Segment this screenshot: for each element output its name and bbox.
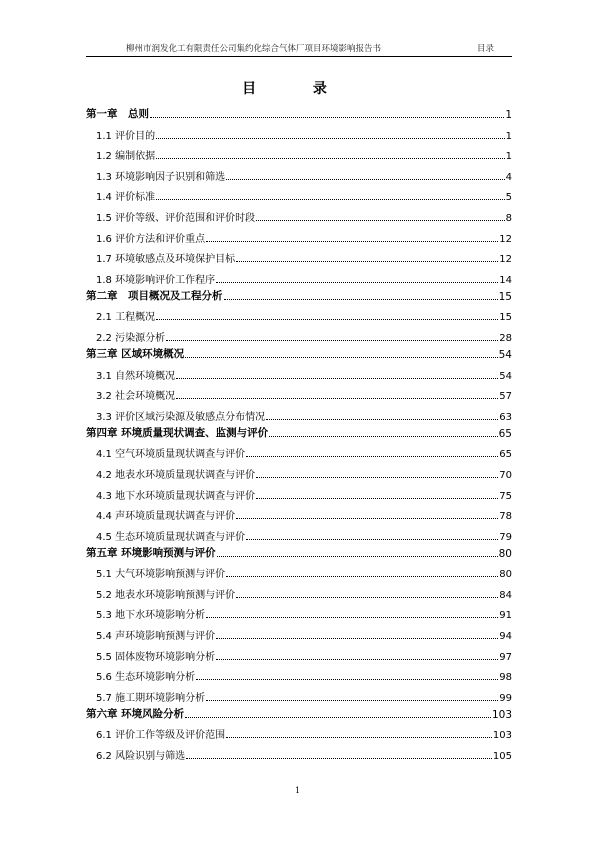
toc-entry-page: 105 xyxy=(492,751,512,763)
toc-entry-page: 15 xyxy=(499,312,512,324)
toc-leader-dots xyxy=(176,378,498,379)
toc-entry-label: 3.3 评价区域污染源及敏感点分布情况 xyxy=(96,411,266,423)
toc-leader-dots xyxy=(156,138,505,139)
toc-entry-page: 97 xyxy=(499,651,512,663)
toc-leader-dots xyxy=(216,638,498,639)
toc-section-entry[interactable] xyxy=(86,621,512,642)
toc-section-entry[interactable] xyxy=(86,683,512,704)
toc-entry-label: 2.2 污染源分析 xyxy=(96,332,166,344)
toc-section-entry[interactable] xyxy=(86,382,512,403)
toc-entry-page: 65 xyxy=(499,449,512,461)
toc-entry-label: 4.1 空气环境质量现状调查与评价 xyxy=(96,449,246,461)
toc-chapter-entry[interactable] xyxy=(86,344,512,361)
toc-leader-dots xyxy=(156,199,505,200)
toc-leader-dots xyxy=(206,700,498,701)
table-of-contents xyxy=(86,104,512,762)
toc-entry-page: 75 xyxy=(499,490,512,502)
toc-entry-label: 3.1 自然环境概况 xyxy=(96,370,176,382)
toc-leader-dots xyxy=(196,679,498,680)
toc-leader-dots xyxy=(236,597,498,598)
toc-leader-dots xyxy=(166,340,498,341)
toc-entry-page: 63 xyxy=(499,411,512,423)
toc-entry-page: 5 xyxy=(505,192,512,204)
toc-section-entry[interactable] xyxy=(86,502,512,523)
toc-entry-page: 1 xyxy=(505,130,512,142)
toc-entry-page: 94 xyxy=(499,631,512,643)
toc-leader-dots xyxy=(217,556,498,557)
toc-entry-page: 103 xyxy=(492,730,512,742)
toc-entry-label: 5.7 施工期环境影响分析 xyxy=(96,692,206,704)
toc-entry-label: 第二章 项目概况及工程分析 xyxy=(86,289,223,302)
toc-section-entry[interactable] xyxy=(86,402,512,423)
toc-entry-page: 80 xyxy=(498,547,512,560)
toc-leader-dots xyxy=(226,179,505,180)
toc-leader-dots xyxy=(176,398,498,399)
toc-entry-page: 99 xyxy=(499,692,512,704)
toc-entry-page: 15 xyxy=(498,290,512,303)
toc-section-entry[interactable] xyxy=(86,721,512,742)
toc-chapter-entry[interactable] xyxy=(86,104,512,121)
toc-entry-label: 5.2 地表水环境影响预测与评价 xyxy=(96,589,236,601)
toc-leader-dots xyxy=(266,419,498,420)
toc-leader-dots xyxy=(156,158,505,159)
toc-leader-dots xyxy=(256,220,505,221)
toc-leader-dots xyxy=(216,282,498,283)
toc-chapter-entry[interactable] xyxy=(86,543,512,560)
page-header xyxy=(86,40,512,57)
toc-leader-dots xyxy=(256,477,498,478)
toc-section-entry[interactable] xyxy=(86,440,512,461)
toc-entry-label: 第一章 总则 xyxy=(86,108,149,120)
toc-entry-page: 78 xyxy=(499,511,512,523)
header-section: 目录 xyxy=(476,44,494,54)
toc-chapter-entry[interactable] xyxy=(86,423,512,440)
toc-entry-page: 28 xyxy=(499,332,512,344)
toc-leader-dots xyxy=(156,319,498,320)
toc-entry-label: 4.3 地下水环境质量现状调查与评价 xyxy=(96,490,256,502)
toc-section-entry[interactable] xyxy=(86,303,512,324)
toc-entry-label: 第四章 环境质量现状调查、监测与评价 xyxy=(86,426,269,439)
toc-leader-dots xyxy=(224,299,498,300)
toc-leader-dots xyxy=(256,498,498,499)
toc-entry-label: 2.1 工程概况 xyxy=(96,312,156,324)
toc-entry-label: 第六章 环境风险分析 xyxy=(86,707,185,720)
toc-entry-label: 1.8 环境影响评价工作程序 xyxy=(96,274,216,286)
toc-entry-label: 6.1 评价工作等级及评价范围 xyxy=(96,730,226,742)
toc-entry-label: 5.1 大气环境影响预测与评价 xyxy=(96,569,226,581)
toc-entry-label: 4.5 生态环境质量现状调查与评价 xyxy=(96,531,246,543)
toc-entry-label: 5.4 声环境影响预测与评价 xyxy=(96,631,216,643)
toc-leader-dots xyxy=(216,659,498,660)
toc-section-entry[interactable] xyxy=(86,265,512,286)
toc-chapter-entry[interactable] xyxy=(86,704,512,721)
toc-entry-page: 84 xyxy=(499,589,512,601)
toc-entry-page: 14 xyxy=(499,274,512,286)
toc-entry-page: 70 xyxy=(499,469,512,481)
toc-section-entry[interactable] xyxy=(86,580,512,601)
page-number: 1 xyxy=(294,786,301,795)
toc-entry-label: 5.6 生态环境影响分析 xyxy=(96,672,196,684)
toc-section-entry[interactable] xyxy=(86,203,512,224)
toc-entry-label: 1.5 评价等级、评价范围和评价时段 xyxy=(96,212,256,224)
toc-leader-dots xyxy=(246,456,498,457)
toc-entry-label: 6.2 风险识别与筛选 xyxy=(96,751,186,763)
toc-entry-label: 4.4 声环境质量现状调查与评价 xyxy=(96,511,236,523)
toc-entry-page: 54 xyxy=(499,370,512,382)
toc-entry-page: 8 xyxy=(505,212,512,224)
toc-leader-dots xyxy=(186,758,492,759)
toc-section-entry[interactable] xyxy=(86,142,512,163)
toc-entry-label: 第三章 区域环境概况 xyxy=(86,347,185,360)
toc-section-entry[interactable] xyxy=(86,601,512,622)
toc-leader-dots xyxy=(246,539,498,540)
toc-leader-dots xyxy=(206,617,498,618)
toc-entry-label: 1.3 环境影响因子识别和筛选 xyxy=(96,171,226,183)
toc-section-entry[interactable] xyxy=(86,183,512,204)
toc-entry-page: 1 xyxy=(505,109,512,121)
toc-entry-page: 79 xyxy=(499,531,512,543)
toc-entry-page: 103 xyxy=(491,708,512,721)
toc-section-entry[interactable] xyxy=(86,162,512,183)
header-title: 柳州市润发化工有限责任公司集约化综合气体厂项目环境影响报告书 xyxy=(126,44,382,54)
toc-leader-dots xyxy=(226,576,498,577)
toc-entry-label: 1.6 评价方法和评价重点 xyxy=(96,233,206,245)
toc-entry-label: 1.1 评价目的 xyxy=(96,130,156,142)
toc-entry-label: 5.5 固体废物环境影响分析 xyxy=(96,651,216,663)
toc-leader-dots xyxy=(206,241,498,242)
toc-section-entry[interactable] xyxy=(86,361,512,382)
toc-leader-dots xyxy=(185,357,497,358)
toc-entry-label: 1.7 环境敏感点及环境保护目标 xyxy=(96,254,236,266)
toc-leader-dots xyxy=(236,261,498,262)
toc-section-entry[interactable] xyxy=(86,522,512,543)
toc-entry-page: 80 xyxy=(499,569,512,581)
toc-entry-page: 12 xyxy=(499,254,512,266)
toc-entry-page: 12 xyxy=(499,233,512,245)
toc-entry-page: 98 xyxy=(499,672,512,684)
toc-title: 目 录 xyxy=(242,81,353,97)
toc-entry-label: 5.3 地下水环境影响分析 xyxy=(96,610,206,622)
toc-section-entry[interactable] xyxy=(86,460,512,481)
toc-leader-dots xyxy=(185,717,491,718)
toc-entry-label: 第五章 环境影响预测与评价 xyxy=(86,546,216,559)
toc-leader-dots xyxy=(226,737,492,738)
toc-entry-page: 54 xyxy=(498,348,512,361)
toc-entry-label: 4.2 地表水环境质量现状调查与评价 xyxy=(96,469,256,481)
toc-section-entry[interactable] xyxy=(86,323,512,344)
toc-entry-page: 57 xyxy=(499,391,512,403)
toc-entry-page: 1 xyxy=(505,151,512,163)
toc-entry-label: 3.2 社会环境概况 xyxy=(96,391,176,403)
toc-entry-page: 4 xyxy=(505,171,512,183)
toc-section-entry[interactable] xyxy=(86,121,512,142)
toc-section-entry[interactable] xyxy=(86,245,512,266)
toc-section-entry[interactable] xyxy=(86,481,512,502)
toc-chapter-entry[interactable] xyxy=(86,286,512,303)
toc-entry-label: 1.2 编制依据 xyxy=(96,151,156,163)
toc-section-entry[interactable] xyxy=(86,642,512,663)
toc-leader-dots xyxy=(236,518,498,519)
toc-entry-label: 1.4 评价标准 xyxy=(96,192,156,204)
toc-entry-page: 65 xyxy=(498,427,512,440)
toc-leader-dots xyxy=(269,436,497,437)
toc-section-entry[interactable] xyxy=(86,741,512,762)
toc-section-entry[interactable] xyxy=(86,663,512,684)
toc-entry-page: 91 xyxy=(499,610,512,622)
toc-leader-dots xyxy=(150,117,504,118)
toc-section-entry[interactable] xyxy=(86,560,512,581)
toc-section-entry[interactable] xyxy=(86,224,512,245)
